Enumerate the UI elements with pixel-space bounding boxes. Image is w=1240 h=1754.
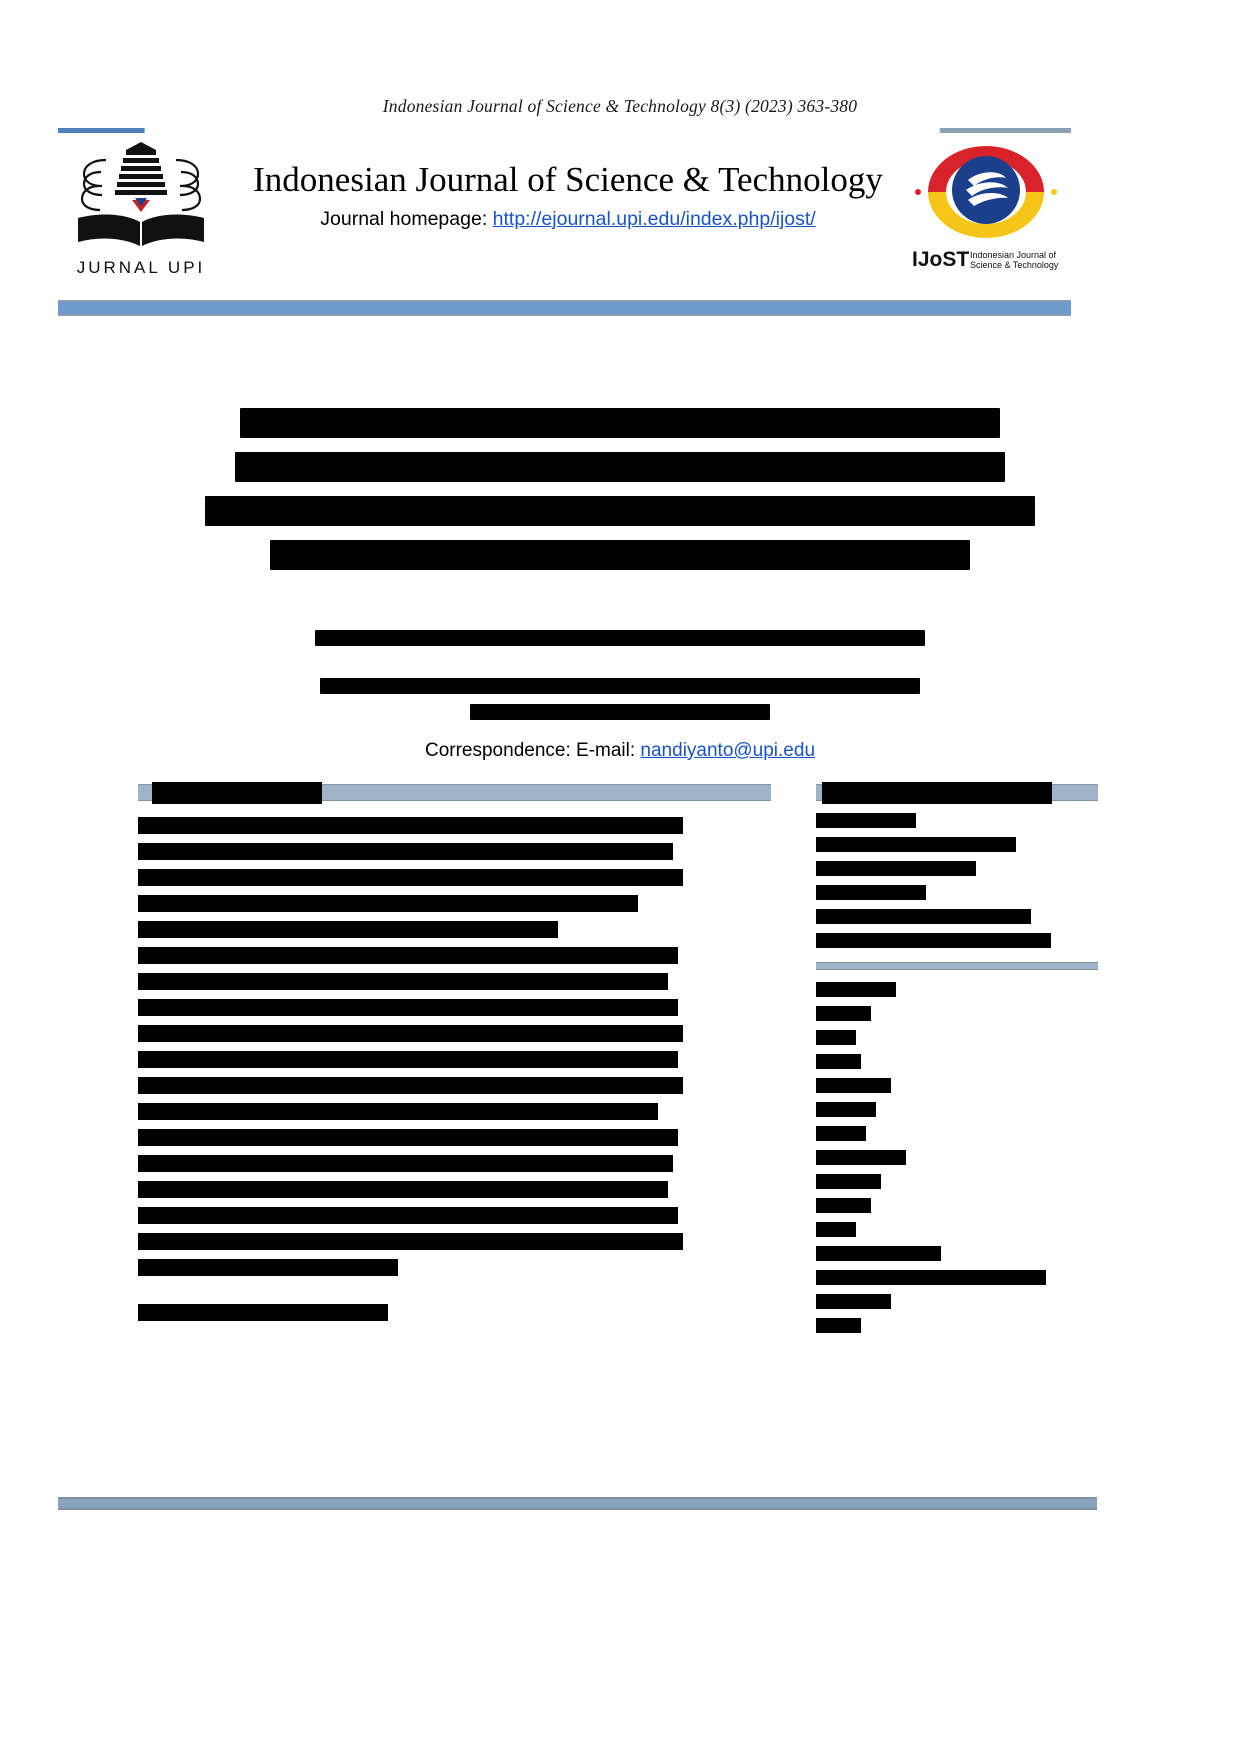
- ijost-subtitle: Indonesian Journal of Science & Technology: [970, 250, 1059, 270]
- article-info-heading-bar: [816, 784, 1098, 801]
- keyword-line: [816, 1150, 906, 1165]
- keyword-line: [816, 1102, 876, 1117]
- article-title: [150, 408, 1090, 584]
- abstract-heading-bar: [138, 784, 771, 801]
- abstract-line: [138, 1025, 683, 1042]
- abstract-line: [138, 895, 638, 912]
- abstract-column: [138, 784, 771, 1330]
- title-line: [205, 496, 1035, 526]
- keyword-line: [816, 1030, 856, 1045]
- abstract-line: [138, 973, 668, 990]
- ijost-logo: [908, 140, 1063, 290]
- masthead-bottom-rule: [58, 300, 1071, 316]
- abstract-line: [138, 1233, 683, 1250]
- abstract-line: [138, 1181, 668, 1198]
- abstract-body: [138, 817, 771, 1276]
- article-info-line: [816, 909, 1031, 924]
- abstract-heading-redacted: [152, 782, 322, 804]
- author-line: [315, 630, 925, 646]
- abstract-line: [138, 1051, 678, 1068]
- abstract-line: [138, 817, 683, 834]
- abstract-line: [138, 1103, 658, 1120]
- correspondence: [0, 740, 1240, 762]
- homepage-label: Journal homepage:: [320, 208, 488, 230]
- abstract-line: [138, 1207, 678, 1224]
- title-line: [270, 540, 970, 570]
- running-head: Indonesian Journal of Science & Technology 8(3) (2023) 363-380: [382, 96, 858, 116]
- abstract-line: [138, 843, 673, 860]
- footer-rule: [58, 1497, 1097, 1510]
- title-line: [240, 408, 1000, 438]
- article-info-column: [816, 784, 1098, 1342]
- keyword-line: [816, 1174, 881, 1189]
- keyword-line: [816, 1078, 891, 1093]
- jurnal-upi-logo: [66, 142, 216, 287]
- abstract-line: [138, 1155, 673, 1172]
- title-line: [235, 452, 1005, 482]
- correspondence-label: Correspondence: E-mail:: [424, 740, 636, 761]
- abstract-line: [138, 869, 683, 886]
- keywords-divider-bar: [816, 962, 1098, 970]
- masthead-center: [218, 158, 918, 231]
- upi-wordmark: JURNAL UPI: [76, 258, 206, 277]
- keywords-line: [138, 1304, 388, 1321]
- article-info-line: [816, 813, 916, 828]
- abstract-line: [138, 1129, 678, 1146]
- ijost-wordmark: IJoST: [912, 248, 970, 271]
- article-history: [816, 813, 1098, 948]
- keyword-line: [816, 1318, 861, 1333]
- article-info-line: [816, 933, 1051, 948]
- keyword-line: [816, 982, 896, 997]
- article-info-heading-redacted: [822, 782, 1052, 804]
- affiliations: [150, 678, 1090, 730]
- article-info-line: [816, 861, 976, 876]
- masthead-top-rule: [58, 128, 1071, 133]
- keyword-list: [816, 982, 1098, 1333]
- keyword-line: [816, 1246, 941, 1261]
- abstract-line: [138, 1077, 683, 1094]
- abstract-keywords: [138, 1304, 771, 1321]
- keyword-line: [816, 1222, 856, 1237]
- author-list: [150, 630, 1090, 656]
- journal-homepage-line: [218, 208, 918, 231]
- keyword-line: [816, 1270, 1046, 1285]
- ijost-globe-icon: [908, 140, 1063, 248]
- keyword-line: [816, 1294, 891, 1309]
- keyword-line: [816, 1006, 871, 1021]
- article-info-line: [816, 885, 926, 900]
- article-info-line: [816, 837, 1016, 852]
- abstract-line: [138, 1259, 398, 1276]
- upi-emblem-icon: [66, 142, 216, 262]
- abstract-line: [138, 999, 678, 1016]
- journal-title: Indonesian Journal of Science & Technology: [253, 160, 883, 199]
- homepage-link[interactable]: http://ejournal.upi.edu/index.php/ijost/: [492, 208, 816, 230]
- correspondence-email-link[interactable]: nandiyanto@upi.edu: [640, 740, 816, 761]
- abstract-line: [138, 921, 558, 938]
- keyword-line: [816, 1126, 866, 1141]
- affiliation-line: [320, 678, 920, 694]
- affiliation-line: [470, 704, 770, 720]
- keyword-line: [816, 1054, 861, 1069]
- keyword-line: [816, 1198, 871, 1213]
- journal-masthead: [58, 128, 1071, 323]
- abstract-line: [138, 947, 678, 964]
